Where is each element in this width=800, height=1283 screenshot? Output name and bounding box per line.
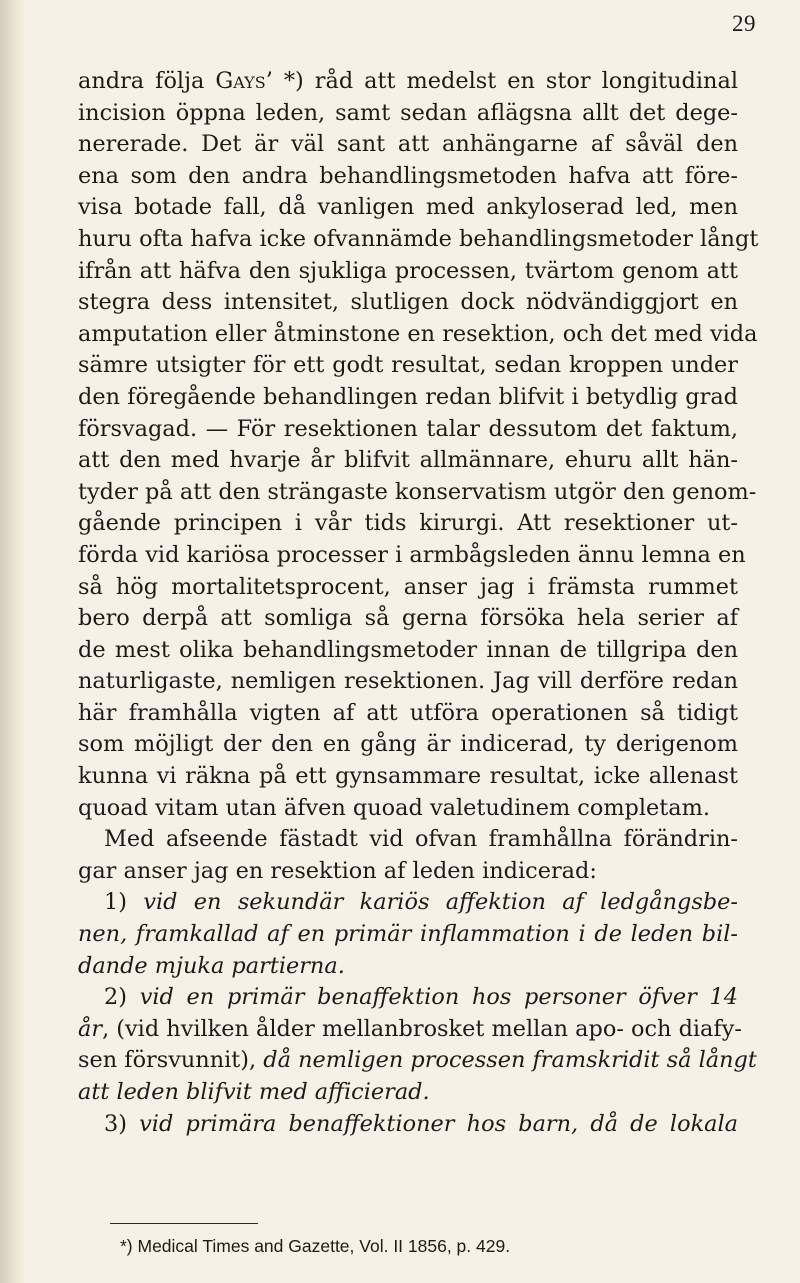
text-line: [78, 982, 738, 1014]
text-line: [78, 856, 738, 888]
text-run: försvagad. — För resektionen talar dessutom det faktum,: [78, 415, 738, 442]
text-run: *) råd att medelst en stor longitudinal: [272, 68, 738, 94]
text-line: [78, 887, 738, 919]
text-line: [78, 129, 738, 161]
text-run: tyder på att den strängaste konservatism utgör den genom-: [78, 478, 757, 505]
text-line: [78, 161, 738, 193]
text-run: naturligaste, nemligen resektionen. Jag vill derföre redan: [78, 668, 738, 695]
text-line: [78, 224, 759, 256]
text-line: [78, 98, 738, 130]
text-line: [78, 445, 738, 477]
footnote: *) Medical Times and Gazette, Vol. II 1856, p. 429.: [120, 1236, 511, 1256]
italic-text: vid en sekundär kariös affektion af ledgångsbe-: [143, 889, 738, 916]
text-run: incision öppna leden, samt sedan aflägsna allt det dege-: [78, 99, 738, 126]
text-line: [78, 729, 738, 761]
italic-text: vid primära benaffektioner hos barn, då de lokala: [139, 1110, 738, 1137]
text-line: [78, 1077, 738, 1109]
text-line: [78, 698, 738, 730]
small-caps-name: Gays’: [215, 68, 273, 94]
text-line: [78, 350, 738, 382]
text-line: [78, 540, 746, 572]
text-run: andra följa: [78, 68, 216, 94]
text-run: gar anser jag en resektion af leden indicerad:: [78, 857, 597, 884]
text-line: [78, 793, 738, 825]
italic-text: nen, framkallad af en primär inflammation i de leden bil-: [78, 921, 738, 948]
text-run: Med afseende fästadt vid ofvan framhållna förändrin-: [104, 826, 738, 853]
text-run: gående principen i vår tids kirurgi. Att resektioner ut-: [78, 510, 738, 537]
binding-edge: [0, 0, 26, 1283]
text-run: amputation eller åtminstone en resektion, och det med vida: [78, 320, 758, 347]
text-run: visa botade fall, då vanligen med ankyloserad led, men: [78, 194, 738, 221]
text-run: sämre utsigter för ett godt resultat, sedan kroppen under: [78, 352, 738, 379]
text-line: [78, 951, 738, 983]
italic-text: att leden blifvit med afficierad.: [78, 1079, 430, 1105]
text-line: [78, 919, 738, 951]
text-line: [78, 477, 757, 509]
italic-text: år: [78, 1015, 103, 1042]
text-run: 2): [104, 984, 140, 1011]
text-run: förda vid kariösa processer i armbågsleden ännu lemna en: [78, 541, 746, 568]
text-line: [78, 635, 738, 667]
page-number: 29: [732, 11, 756, 36]
text-line: [78, 414, 738, 446]
italic-text: dande mjuka partierna.: [78, 952, 345, 979]
text-run: bero derpå att somliga så gerna försöka hela serier af: [78, 605, 738, 632]
text-run: 3): [104, 1110, 140, 1137]
text-line: [78, 761, 738, 793]
text-run: , (vid hvilken ålder mellanbrosket mellan apo- och diafy-: [102, 1015, 742, 1042]
text-line: [78, 1014, 742, 1046]
text-run: ifrån att häfva den sjukliga processen, tvärtom genom att: [78, 257, 738, 284]
text-run: 1): [104, 889, 144, 916]
body-text: [78, 66, 759, 1140]
text-run: huru ofta hafva icke ofvannämde behandlingsmetoder långt: [78, 225, 759, 252]
text-line: [78, 572, 738, 604]
text-run: kunna vi räkna på ett gynsammare resultat, icke allenast: [78, 763, 738, 790]
text-line: [78, 287, 738, 319]
text-run: stegra dess intensitet, slutligen dock nödvändiggjort en: [78, 289, 738, 316]
text-line: [78, 1109, 738, 1141]
text-run: här framhålla vigten af att utföra operationen så tidigt: [78, 699, 738, 726]
italic-text: då nemligen processen framskridit så långt: [263, 1047, 757, 1074]
text-line: [78, 603, 738, 635]
text-run: ena som den andra behandlingsmetoden hafva att före-: [78, 162, 738, 189]
text-run: quoad vitam utan äfven quoad valetudinem completam.: [78, 794, 710, 821]
text-line: [78, 666, 738, 698]
text-run: nererade. Det är väl sant att anhängarne af såväl den: [78, 131, 738, 158]
text-run: att den med hvarje år blifvit allmännare, ehuru allt hän-: [78, 447, 738, 474]
text-run: så hög mortalitetsprocent, anser jag i främsta rummet: [78, 573, 738, 600]
text-line: [78, 824, 738, 856]
text-line: [78, 508, 738, 540]
text-line: [78, 319, 758, 351]
text-line: [78, 382, 738, 414]
text-run: som möjligt der den en gång är indicerad, ty derigenom: [78, 731, 738, 758]
text-run: den föregående behandlingen redan blifvit i betydlig grad: [78, 383, 738, 410]
text-line: [78, 66, 738, 98]
text-line: [78, 256, 738, 288]
text-run: sen försvunnit),: [78, 1047, 264, 1074]
italic-text: vid en primär benaffektion hos personer öfver 14: [139, 984, 738, 1011]
text-line: [78, 1045, 757, 1077]
text-run: de mest olika behandlingsmetoder innan de tillgripa den: [78, 636, 738, 663]
footnote-divider: [110, 1223, 258, 1224]
text-line: [78, 192, 738, 224]
